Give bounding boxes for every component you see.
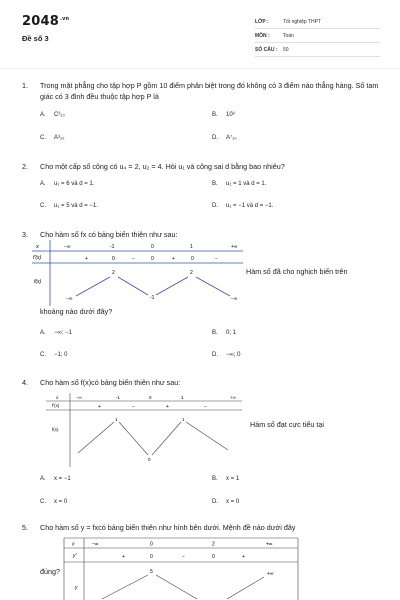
- logo[interactable]: $2048^{.vn}$: [22, 14, 70, 29]
- question-number: 2.: [22, 162, 28, 171]
- sign: −: [132, 256, 135, 262]
- sign: +: [98, 404, 101, 410]
- x-label: x: [72, 541, 75, 548]
- arrow-down: [186, 422, 228, 450]
- question-text: Trong mặt phẳng cho tập hợp P gồm 10 điểm phân biệt trong đó không có 3 điểm nào thẳng hàng. Số tam giác có 3 đỉnh đều thuộc tập hợp P là: [40, 81, 379, 101]
- option-2b[interactable]: B. u₁ = 1 và d = 1.: [212, 181, 267, 187]
- continuation-text: khoảng nào dưới đây?: [40, 307, 113, 316]
- variation-table-q3: [30, 240, 245, 308]
- sign: 0: [212, 554, 215, 560]
- x-value: 0: [149, 395, 152, 400]
- option-4d[interactable]: D. x = 0: [212, 499, 240, 505]
- meta-subject: MÔN : Toán: [255, 30, 380, 43]
- option-2d[interactable]: D. u₁ = −1 và d = −1.: [212, 203, 274, 209]
- sign: +: [122, 554, 125, 560]
- sign: −: [215, 256, 218, 262]
- x-value: -1: [116, 395, 121, 400]
- fp-label: f′(x): [52, 403, 60, 408]
- arrow-up: [102, 575, 148, 599]
- x-label: x: [36, 244, 39, 250]
- x-value: +∞: [231, 244, 238, 250]
- arrow-up: [156, 277, 188, 295]
- option-4c[interactable]: C. x = 0: [40, 499, 68, 505]
- option-2c[interactable]: C. u₁ = 5 và d = −1.: [40, 203, 98, 209]
- sign: −: [204, 404, 207, 410]
- x-value: 0: [151, 244, 154, 250]
- side-text: Hàm số đã cho nghịch biến trên: [246, 267, 348, 276]
- question-text: Cho hàm số y = fxcó bảng biến thiên như hình bên dưới. Mệnh đề nào dưới đây: [40, 523, 296, 532]
- option-1b[interactable]: B. 10³: [212, 112, 235, 118]
- x-value: 2: [212, 541, 215, 548]
- option-4b[interactable]: B. x = 1: [212, 476, 240, 482]
- f-value: −∞: [66, 296, 73, 302]
- f-value: −∞: [231, 296, 238, 302]
- question-number: 3.: [22, 230, 28, 239]
- sign: 0: [112, 256, 115, 262]
- f-value: 1: [115, 417, 118, 422]
- question-text: Cho hàm số f(x)có bảng biến thiên như sau:: [40, 378, 181, 387]
- arrow-up: [227, 577, 264, 599]
- question-text: Cho một cấp số cộng có u₄ = 2, u₂ = 4. Hỏi u₁ và công sai d bằng bao nhiêu?: [40, 162, 285, 171]
- option-1c[interactable]: C. A³₁₀: [40, 135, 65, 141]
- arrow-up: [78, 422, 114, 453]
- header-divider: [0, 68, 400, 69]
- x-value: −∞: [76, 395, 82, 400]
- arrow-down: [119, 422, 148, 455]
- variation-table-q5: [62, 537, 300, 600]
- sign: −: [132, 404, 135, 410]
- header: [0, 0, 400, 70]
- sign: 0: [151, 256, 154, 262]
- sign: +: [242, 554, 245, 560]
- f-label: f(x): [34, 279, 42, 285]
- f-value: 1: [182, 417, 185, 422]
- meta-class: LỚP : Tốt nghiệp THPT: [255, 16, 380, 29]
- f-value: +∞: [267, 571, 274, 577]
- side-text: Hàm số đạt cực tiểu tại: [250, 420, 324, 429]
- meta-question-count: SỐ CÂU : 50: [255, 44, 380, 57]
- sign: 0: [150, 554, 153, 560]
- arrow-up: [152, 422, 181, 455]
- sign: +: [85, 256, 88, 262]
- f-value: 2: [112, 270, 115, 276]
- x-value: +∞: [266, 541, 273, 548]
- x-value: -1: [110, 244, 115, 250]
- option-3d[interactable]: D. −∞; 0: [212, 352, 241, 358]
- option-3a[interactable]: A. −∞; −1: [40, 330, 72, 336]
- f-value: 0: [148, 457, 151, 462]
- question-number: 1.: [22, 81, 28, 90]
- arrow-down: [156, 575, 197, 599]
- option-3c[interactable]: C. −1; 0: [40, 352, 68, 358]
- question-number: 4.: [22, 378, 28, 387]
- continuation-text: đúng?: [40, 567, 60, 576]
- f-value: -1: [150, 295, 155, 301]
- option-2a[interactable]: A. u₁ = 6 và d = 1.: [40, 181, 95, 187]
- x-value: 1: [190, 244, 193, 250]
- sign: −: [182, 554, 185, 560]
- f-value: 5: [150, 569, 153, 575]
- x-value: −∞: [92, 541, 99, 548]
- option-1a[interactable]: A. C³₁₀: [40, 112, 65, 118]
- sign: 0: [191, 256, 194, 262]
- question-text: Cho hàm số fx có bảng biến thiên như sau:: [40, 230, 178, 239]
- arrow-down: [118, 277, 148, 295]
- arrow-up: [76, 277, 110, 296]
- fp-label: f′(x): [33, 255, 42, 261]
- x-value: +∞: [230, 395, 236, 400]
- question-number: 5.: [22, 523, 28, 532]
- arrow-down: [196, 277, 230, 296]
- sign: +: [166, 404, 169, 410]
- option-3b[interactable]: B. 0; 1: [212, 330, 237, 336]
- x-value: 1: [181, 395, 184, 400]
- x-label: x: [56, 395, 59, 400]
- f-value: 2: [190, 270, 193, 276]
- variation-table-q4: [44, 393, 244, 469]
- f-label: f(x): [52, 427, 59, 432]
- option-4a[interactable]: A. x = −1: [40, 476, 71, 482]
- fp-label: y′: [73, 553, 77, 559]
- x-value: 0: [150, 541, 153, 548]
- exam-title: Đề số 3: [22, 34, 49, 43]
- x-value: −∞: [64, 244, 71, 250]
- sign: +: [172, 256, 175, 262]
- f-label: y: [75, 585, 78, 591]
- option-1d[interactable]: D. A⁷₁₀: [212, 135, 237, 141]
